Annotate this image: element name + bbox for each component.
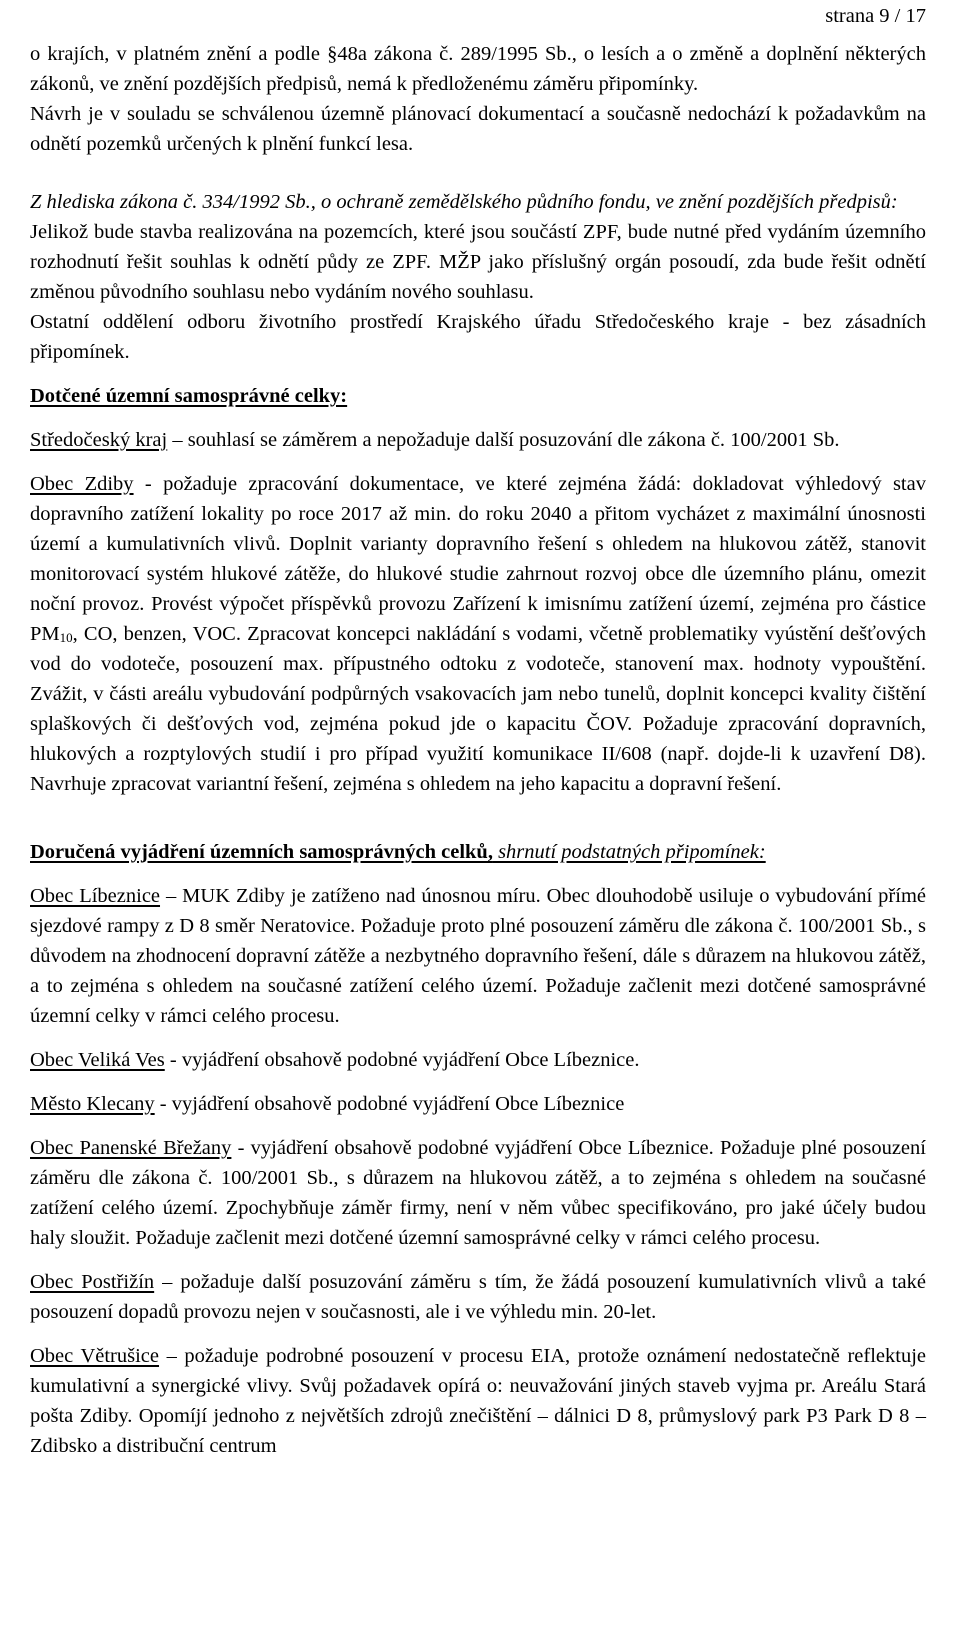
stredocesky-kraj-paragraph: [30, 425, 926, 455]
obec-vetrusice-text: – požaduje podrobné posouzení v procesu EIA, protože oznámení nedostatečně reflektuje kumulativní a synergické vlivy. Svůj požadavek opírá o: neuvažování jiných staveb vyjma pr. Areálu Stará pošta Zdiby. Opomíjí jednoho z největších zdrojů znečištění – dálnici D 8, průmyslový park P3 Park D 8 – Zdibsko a distribuční centrum: [30, 1345, 926, 1457]
obec-panenske-brezany-name: Obec Panenské Břežany: [30, 1137, 232, 1159]
obec-panenske-brezany-text: - vyjádření obsahově podobné vyjádření Obce Líbeznice. Požaduje plné posouzení záměru dle zákona č. 100/2001 Sb., s důrazem na hlukovou zátěž, a to zejména s ohledem na současné zatížení celého území. Zpochybňuje záměr firmy, není v něm vůbec specifikováno, pro jaké účely budou haly sloužit. Požaduje začlenit mezi dotčené územní samosprávné celky v rámci celého procesu.: [30, 1137, 926, 1249]
obec-velika-ves-text: - vyjádření obsahově podobné vyjádření Obce Líbeznice.: [164, 1049, 640, 1071]
zpf-text: Jelikož bude stavba realizována na pozemcích, které jsou součástí ZPF, bude nutné před vydáním územního rozhodnutí řešit souhlas k odnětí půdy ze ZPF. MŽP jako příslušný orgán posoudí, zda bude řešit odnětí změnou původního souhlasu nebo vydáním nového souhlasu.: [30, 221, 926, 303]
zpf-other-departments: Ostatní oddělení odboru životního prostředí Krajského úřadu Středočeského kraje - bez zásadních připomínek.: [30, 311, 926, 363]
obec-libeznice-text: – MUK Zdiby je zatíženo nad únosnou míru. Obec dlouhodobě usiluje o vybudování přímé sjezdové rampy z D 8 směr Neratovice. Požaduje proto plné posouzení záměru dle zákona č. 100/2001 Sb., s důvodem na zhodnocení dopravní zátěže a nezbytného dopravního řešení, dále s důrazem na hlukovou zátěž, a to zejména s ohledem na současné zatížení celého území. Požaduje začlenit mezi dotčené samosprávné územní celky v rámci celého procesu.: [30, 885, 926, 1027]
obec-postrizin-paragraph: [30, 1267, 926, 1327]
zpf-heading: Z hlediska zákona č. 334/1992 Sb., o ochraně zemědělského půdního fondu, ve znění pozdějších předpisů:: [30, 191, 898, 213]
mesto-klecany-name: Město Klecany: [30, 1093, 155, 1115]
obec-vetrusice-name: Obec Větrušice: [30, 1345, 160, 1367]
page-number: strana 9 / 17: [825, 5, 926, 27]
obec-libeznice-paragraph: [30, 881, 926, 1031]
dorucena-heading-bold: Doručená vyjádření územních samosprávných celků,: [30, 841, 493, 863]
mesto-klecany-text: - vyjádření obsahově podobné vyjádření Obce Líbeznice: [154, 1093, 625, 1115]
dorucena-heading: [30, 837, 926, 867]
obec-zdiby-paragraph: [30, 469, 926, 799]
pm-subscript: 10: [59, 630, 73, 645]
section-gap: [30, 799, 926, 837]
obec-libeznice-name: Obec Líbeznice: [30, 885, 161, 907]
obec-postrizin-text: – požaduje další posuzování záměru s tím, že žádá posouzení kumulativních vlivů a také posouzení dopadů provozu nejen v současnosti, ale i ve výhledu min. 20-let.: [30, 1271, 926, 1323]
intro-paragraph-1: o krajích, v platném znění a podle §48a zákona č. 289/1995 Sb., o lesích a o změně a doplnění některých zákonů, ve znění pozdějších předpisů, nemá k předloženému záměru připomínky.: [30, 43, 926, 95]
obec-panenske-brezany-paragraph: [30, 1133, 926, 1253]
obec-zdiby-text-a: - požaduje zpracování dokumentace, ve které zejména žádá: dokladovat výhledový stav dopravního zatížení lokality po roce 2017 až min. do roku 2040 a přitom vycházet z maximální únosnosti území a kumulativních vlivů. Doplnit varianty dopravního řešení s ohledem na hlukovou zátěž, stanovit monitorovací systém hlukové zátěže, do hlukové studie zahrnout rozvoj obce dle územního plánu, omezit noční provoz. Provést výpočet příspěvků provozu Zařízení k imisnímu zatížení území, zejména pro částice PM: [30, 473, 926, 645]
intro-paragraph-2: Návrh je v souladu se schválenou územně plánovací dokumentací a současně nedochází k požadavkům na odnětí pozemků určených k plnění funkcí lesa.: [30, 103, 926, 155]
stredocesky-kraj-text: – souhlasí se záměrem a nepožaduje další posuzování dle zákona č. 100/2001 Sb.: [167, 429, 840, 451]
stredocesky-kraj-name: Středočeský kraj: [30, 429, 168, 451]
dorucena-heading-italic: shrnutí podstatných připomínek:: [492, 841, 766, 863]
obec-zdiby-text-b: , CO, benzen, VOC. Zpracovat koncepci nakládání s vodami, včetně problematiky vyústění dešťových vod do vodoteče, posouzení max. přípustného odtoku z vodoteče, stanovení max. hodnoty vypouštění. Zvážit, v části areálu vybudování podpůrných vsakovacích jam nebo tunelů, doplnit koncepci kvality čištění splaškových či dešťových vod, zejména pokud jde o kapacitu ČOV. Požaduje zpracování dopravních, hlukových a rozptylových studií i pro případ využití komunikace II/608 (např. dojde-li k uzavření D8). Navrhuje zpracovat variantní řešení, zejména s ohledem na jeho kapacitu a dopravní řešení.: [30, 623, 926, 795]
obec-postrizin-name: Obec Postřižín: [30, 1271, 155, 1293]
dotcene-celky-heading: Dotčené územní samosprávné celky:: [30, 385, 348, 407]
obec-zdiby-name: Obec Zdiby: [30, 473, 134, 495]
obec-velika-ves-name: Obec Veliká Ves: [30, 1049, 165, 1071]
obec-vetrusice-paragraph: [30, 1341, 926, 1461]
obec-velika-ves-paragraph: [30, 1045, 926, 1075]
mesto-klecany-paragraph: [30, 1089, 926, 1119]
